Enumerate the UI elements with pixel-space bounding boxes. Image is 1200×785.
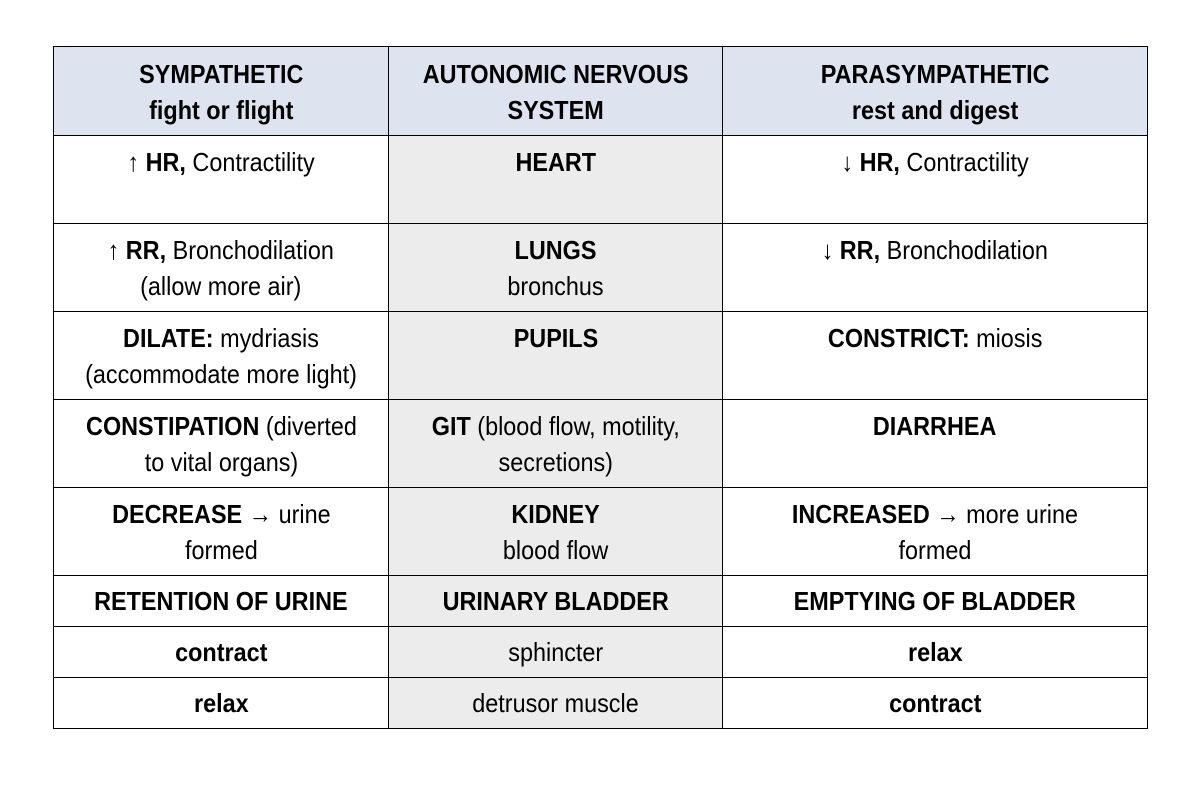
sympathetic-cell: contract (54, 627, 389, 678)
table-row (54, 224, 1148, 312)
organ-cell: URINARY BLADDER (389, 576, 723, 627)
organ-cell: GIT (blood flow, motility, secretions) (389, 400, 723, 488)
ans-comparison-table (53, 46, 1148, 729)
table-row (54, 400, 1148, 488)
parasympathetic-cell: ↓ RR, Bronchodilation (723, 224, 1148, 312)
sympathetic-cell: ↑ RR, Bronchodilation (allow more air) (54, 224, 389, 312)
table-row (54, 678, 1148, 729)
sympathetic-cell: ↑ HR, Contractility (54, 136, 389, 224)
header-sympathetic: SYMPATHETIC fight or flight (54, 47, 389, 136)
parasympathetic-cell: INCREASED → more urine formed (723, 488, 1148, 576)
table-row (54, 576, 1148, 627)
sympathetic-cell: DILATE: mydriasis (accommodate more light) (54, 312, 389, 400)
organ-cell: PUPILS (389, 312, 723, 400)
parasympathetic-cell: ↓ HR, Contractility (723, 136, 1148, 224)
organ-cell: sphincter (389, 627, 723, 678)
organ-cell: detrusor muscle (389, 678, 723, 729)
table-row (54, 136, 1148, 224)
organ-cell: LUNGS bronchus (389, 224, 723, 312)
sympathetic-cell: RETENTION OF URINE (54, 576, 389, 627)
header-row (54, 47, 1148, 136)
organ-cell: KIDNEY blood flow (389, 488, 723, 576)
header-autonomic: AUTONOMIC NERVOUS SYSTEM (389, 47, 723, 136)
organ-cell: HEART (389, 136, 723, 224)
table-row (54, 312, 1148, 400)
parasympathetic-cell: EMPTYING OF BLADDER (723, 576, 1148, 627)
parasympathetic-cell: contract (723, 678, 1148, 729)
sympathetic-cell: DECREASE → urine formed (54, 488, 389, 576)
sympathetic-cell: CONSTIPATION (diverted to vital organs) (54, 400, 389, 488)
sympathetic-cell: relax (54, 678, 389, 729)
parasympathetic-cell: DIARRHEA (723, 400, 1148, 488)
table-row (54, 488, 1148, 576)
parasympathetic-cell: relax (723, 627, 1148, 678)
parasympathetic-cell: CONSTRICT: miosis (723, 312, 1148, 400)
table-row (54, 627, 1148, 678)
header-parasympathetic: PARASYMPATHETIC rest and digest (723, 47, 1148, 136)
